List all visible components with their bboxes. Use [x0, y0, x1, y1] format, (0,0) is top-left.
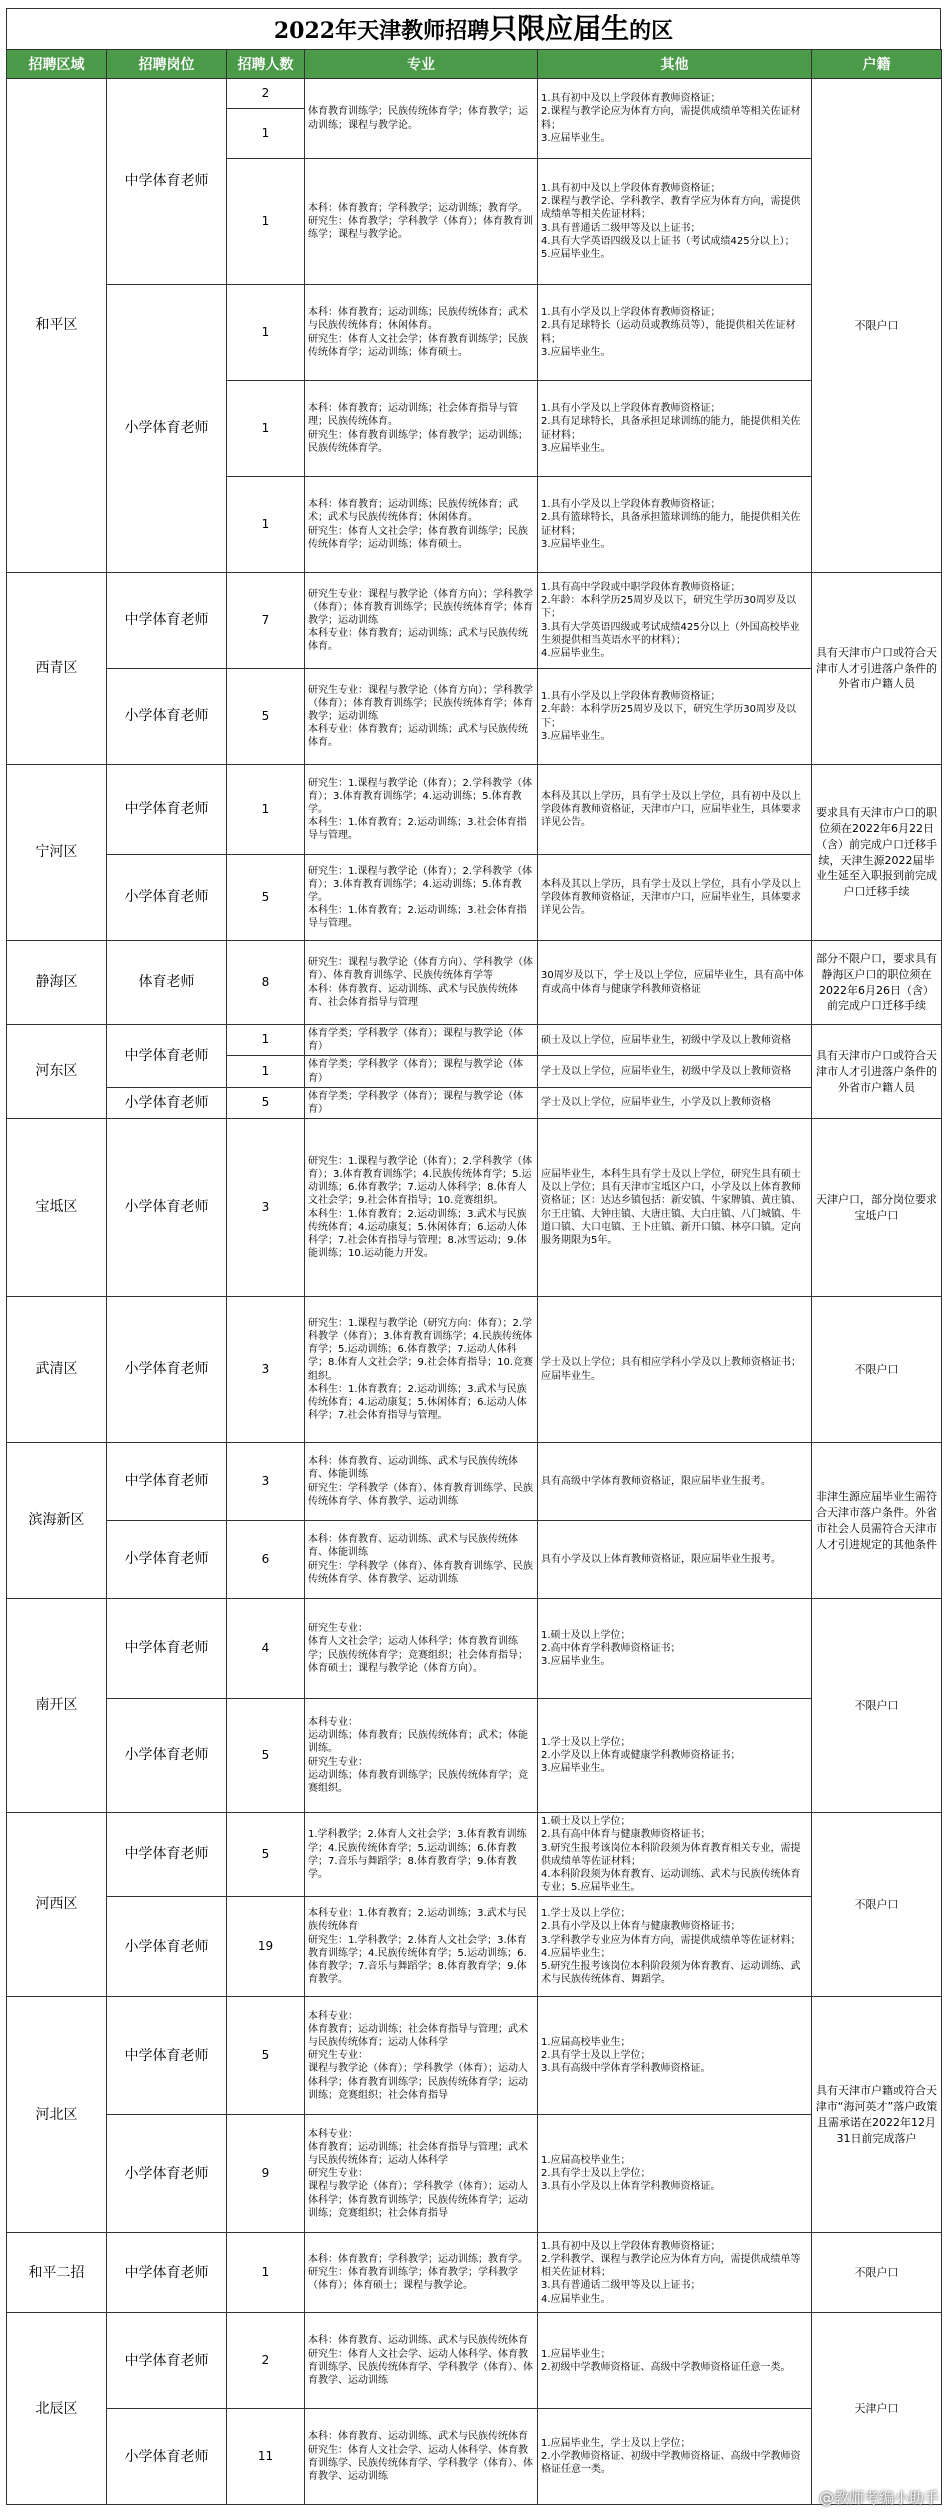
position-cell: 小学体育老师: [107, 1297, 227, 1443]
hukou-cell: 不限户口: [812, 1813, 942, 1997]
count-cell: 5: [227, 1997, 305, 2115]
table-row: [7, 2313, 942, 2409]
count-cell: 7: [227, 573, 305, 669]
other-cell: 学士及以上学位，应届毕业生，小学及以上教师资格: [538, 1087, 812, 1118]
position-cell: 小学体育老师: [107, 1521, 227, 1599]
position-cell: 小学体育老师: [107, 1897, 227, 1997]
count-cell: 3: [227, 1119, 305, 1297]
district-cell: 滨海新区: [7, 1443, 107, 1599]
other-cell: 1.应届高校毕业生； 2.具有学士及以上学位； 3.具有高级中学体育学科教师资格证。: [538, 1997, 812, 2115]
count-cell: 4: [227, 1599, 305, 1699]
position-cell: 小学体育老师: [107, 1119, 227, 1297]
other-cell: 本科及其以上学历，具有学士及以上学位，具有小学及以上学段体育教师资格证，天津市户口，应届毕业生，具体要求详见公告。: [538, 855, 812, 941]
table-row: [7, 855, 942, 941]
position-cell: 中学体育老师: [107, 2233, 227, 2313]
title-suffix: 的区: [629, 18, 674, 44]
other-cell: 1.具有高中学段或中职学段体育教师资格证； 2.年龄：本科学历25周岁及以下，研究生学历30周岁及以下； 3.具有大学英语四级或考试成绩425分以上（外国高校毕业生须提供相当英语水平的材料）； 4.应届毕业生。: [538, 573, 812, 669]
title-prefix: 2022年天津教师招聘: [273, 18, 490, 44]
district-cell: 北辰区: [7, 2313, 107, 2505]
table-row: [7, 2409, 942, 2505]
major-cell: 本科：体育教育、运动训练、武术与民族传统体育、体能训练 研究生：学科教学（体育）、体育教育训练学、民族传统体育学、体育教学、运动训练: [305, 1521, 538, 1599]
major-cell: 研究生：1.课程与教学论（研究方向：体育）；2.学科教学（体育）；3.体育教育训练学；4.民族传统体育学；5.运动训练；6.体育教学；7.运动人体科学；8.体育人文社会学；9.社会体育指导；10.竞赛组织。 本科生：1.体育教育；2.运动训练；3.武术与民族传统体育；4.运动康复；5.休闲体育；6.运动人体科学；7.社会体育指导与管理。: [305, 1297, 538, 1443]
count-cell: 1: [227, 2233, 305, 2313]
count-cell: 5: [227, 1087, 305, 1118]
table-row: [7, 941, 942, 1025]
table-row: [7, 1087, 942, 1118]
table-row: [7, 1443, 942, 1521]
count-cell: 3: [227, 1297, 305, 1443]
table-row: [7, 1521, 942, 1599]
count-cell: 1: [227, 159, 305, 285]
table-row: [7, 79, 942, 109]
other-cell: 1.具有初中及以上学段体育教师资格证； 2.学科教学、课程与教学论应为体育方向，需提供成绩单等相关佐证材料； 3.具有普通话二级甲等及以上证书； 4.应届毕业生。: [538, 2233, 812, 2313]
table-row: [7, 1813, 942, 1897]
count-cell: 5: [227, 855, 305, 941]
header-hukou: 户籍: [812, 50, 942, 79]
other-cell: 1.具有小学及以上学段体育教师资格证； 2.年龄：本科学历25周岁及以下，研究生学历30周岁及以下； 3.应届毕业生。: [538, 669, 812, 765]
major-cell: 本科：体育教育、运动训练、武术与民族传统体育 研究生：体育人文社会学、运动人体科学、体育教育训练学、民族传统体育学、学科教学（体育）、体育教学、运动训练: [305, 2409, 538, 2505]
district-cell: 宝坻区: [7, 1119, 107, 1297]
position-cell: 中学体育老师: [107, 2313, 227, 2409]
other-cell: 1.具有初中及以上学段体育教师资格证； 2.课程与教学论、学科教学、教育学应为体育方向，需提供成绩单等相关佐证材料； 3.具有普通话二级甲等及以上证书； 4.具有大学英语四级及以上证书（考试成绩425分以上）； 5.应届毕业生。: [538, 159, 812, 285]
position-cell: 小学体育老师: [107, 2409, 227, 2505]
count-cell: 2: [227, 79, 305, 109]
major-cell: 研究生专业： 体育人文社会学；运动人体科学；体育教育训练学；民族传统体育学；竞赛组织；社会体育指导；体育硕士；课程与教学论（体育方向）。: [305, 1599, 538, 1699]
other-cell: 1.硕士及以上学位； 2.具有高中体育与健康教师资格证书； 3.研究生报考该岗位本科阶段须为体育教育相关专业，需提供成绩单等佐证材料； 4.本科阶段须为体育教育、运动训练、武术与民族传统体育专业；5.应届毕业生。: [538, 1813, 812, 1897]
major-cell: 本科：体育教育、运动训练、武术与民族传统体育 研究生：体育人文社会学、运动人体科学、体育教育训练学、民族传统体育学、学科教学（体育）、体育教学、运动训练: [305, 2313, 538, 2409]
hukou-cell: 不限户口: [812, 79, 942, 573]
position-cell: 中学体育老师: [107, 79, 227, 285]
major-cell: 本科专业： 体育教育；运动训练；社会体育指导与管理；武术与民族传统体育；运动人体科学 研究生专业： 课程与教学论（体育）；学科教学（体育）；运动人体科学；体育教育训练学；民族传统体育学；运动训练；竞赛组织；社会体育指导: [305, 1997, 538, 2115]
other-cell: 学士及以上学位，应届毕业生，初级中学及以上教师资格: [538, 1056, 812, 1087]
page-title: [6, 8, 941, 49]
district-cell: 静海区: [7, 941, 107, 1025]
table-row: [7, 1897, 942, 1997]
table-row: [7, 2233, 942, 2313]
count-cell: 2: [227, 2313, 305, 2409]
major-cell: 研究生：课程与教学论（体育方向）、学科教学（体育）、体育教育训练学、民族传统体育学等 本科：体育教育、运动训练、武术与民族传统体育、社会体育指导与管理: [305, 941, 538, 1025]
hukou-cell: 天津户口: [812, 2313, 942, 2505]
hukou-cell: 具有天津市户口或符合天津市人才引进落户条件的外省市户籍人员: [812, 1025, 942, 1119]
position-cell: 中学体育老师: [107, 1997, 227, 2115]
count-cell: 5: [227, 1699, 305, 1813]
hukou-cell: 具有天津市户籍或符合天津市“海河英才”落户政策且需承诺在2022年12月31日前完成落户: [812, 1997, 942, 2233]
position-cell: 体育老师: [107, 941, 227, 1025]
district-cell: 和平二招: [7, 2233, 107, 2313]
position-cell: 中学体育老师: [107, 1443, 227, 1521]
major-cell: 研究生：1.课程与教学论（体育）；2.学科教学（体育）；3.体育教育训练学；4.运动训练；5.体育教学。 本科生：1.体育教育；2.运动训练；3.社会体育指导与管理。: [305, 765, 538, 855]
district-cell: 河东区: [7, 1025, 107, 1119]
other-cell: 1.学士及以上学位； 2.具有小学及以上体育与健康教师资格证书； 3.学科教学专业应为体育方向，需提供成绩单等佐证材料； 4.应届毕业生； 5.研究生报考该岗位本科阶段须为体育教育、运动训练、武术与民族传统体育、舞蹈学。: [538, 1897, 812, 1997]
major-cell: 本科专业： 体育教育；运动训练；社会体育指导与管理；武术与民族传统体育；运动人体科学 研究生专业： 课程与教学论（体育）；学科教学（体育）；运动人体科学；体育教育训练学；民族传统体育学；运动训练；竞赛组织；社会体育指导: [305, 2115, 538, 2233]
other-cell: 1.学士及以上学位； 2.小学及以上体育或健康学科教师资格证书； 3.应届毕业生。: [538, 1699, 812, 1813]
district-cell: 西青区: [7, 573, 107, 765]
district-cell: 宁河区: [7, 765, 107, 941]
other-cell: 硕士及以上学位，应届毕业生，初级中学及以上教师资格: [538, 1025, 812, 1056]
position-cell: 小学体育老师: [107, 669, 227, 765]
hukou-cell: 非津生源应届毕业生需符合天津市落户条件。外省市社会人员需符合天津市人才引进规定的其他条件: [812, 1443, 942, 1599]
table-row: [7, 2115, 942, 2233]
major-cell: 体育教育训练学；民族传统体育学；体育教学；运动训练；课程与教学论。: [305, 79, 538, 159]
major-cell: 研究生专业：课程与教学论（体育方向）；学科教学（体育）；体育教育训练学；民族传统体育学；体育教学；运动训练 本科专业：体育教育；运动训练；武术与民族传统体育。: [305, 669, 538, 765]
count-cell: 9: [227, 2115, 305, 2233]
title-highlight: 只限应届生: [489, 12, 630, 45]
hukou-cell: 天津户口，部分岗位要求宝坻户口: [812, 1119, 942, 1297]
other-cell: 1.应届高校毕业生； 2.具有学士及以上学位； 3.具有小学及以上体育学科教师资格证。: [538, 2115, 812, 2233]
recruitment-table: [6, 49, 942, 2505]
table-row: [7, 1297, 942, 1443]
count-cell: 5: [227, 669, 305, 765]
hukou-cell: 不限户口: [812, 1599, 942, 1813]
count-cell: 5: [227, 1813, 305, 1897]
header-major: 专业: [305, 50, 538, 79]
count-cell: 1: [227, 477, 305, 573]
position-cell: 小学体育老师: [107, 2115, 227, 2233]
count-cell: 19: [227, 1897, 305, 1997]
other-cell: 应届毕业生，本科生具有学士及以上学位，研究生具有硕士及以上学位；具有天津市宝坻区户口，小学及以上体育教师资格证；区：达达乡镇包括：新安镇、牛家牌镇、黄庄镇、尔王庄镇、大钟庄镇、大唐庄镇、大白庄镇、八门城镇、牛道口镇、大口屯镇、王卜庄镇、新开口镇、林亭口镇。定向服务期限为5年。: [538, 1119, 812, 1297]
table-row: [7, 1599, 942, 1699]
major-cell: 体育学类；学科教学（体育）；课程与教学论（体育）: [305, 1087, 538, 1118]
other-cell: 具有小学及以上体育教师资格证，限应届毕业生报考。: [538, 1521, 812, 1599]
count-cell: 1: [227, 285, 305, 381]
other-cell: 本科及其以上学历，具有学士及以上学位，具有初中及以上学段体育教师资格证，天津市户口，应届毕业生，具体要求详见公告。: [538, 765, 812, 855]
other-cell: 1.应届毕业生，学士及以上学位； 2.小学教师资格证、初级中学教师资格证、高级中学教师资格证任意一类。: [538, 2409, 812, 2505]
major-cell: 研究生：1.课程与教学论（体育）；2.学科教学（体育）；3.体育教育训练学；4.运动训练；5.体育教学。 本科生：1.体育教育；2.运动训练；3.社会体育指导与管理。: [305, 855, 538, 941]
major-cell: 1.学科教学；2.体育人文社会学；3.体育教育训练学；4.民族传统体育学；5.运动训练；6.体育教学；7.音乐与舞蹈学；8.体育教育学；9.体育教学。: [305, 1813, 538, 1897]
table-row: [7, 573, 942, 669]
hukou-cell: 不限户口: [812, 2233, 942, 2313]
table-row: [7, 1997, 942, 2115]
major-cell: 本科：体育教育；运动训练；社会体育指导与管理；民族传统体育。 研究生：体育教育训练学；体育教学；运动训练；民族传统体育学。: [305, 381, 538, 477]
district-cell: 和平区: [7, 79, 107, 573]
other-cell: 1.具有小学及以上学段体育教师资格证； 2.具有足球特长，具备承担足球训练的能力，能提供相关佐证材料； 3.应届毕业生。: [538, 381, 812, 477]
major-cell: 体育学类；学科教学（体育）；课程与教学论（体育）: [305, 1056, 538, 1087]
header-count: 招聘人数: [227, 50, 305, 79]
count-cell: 1: [227, 381, 305, 477]
major-cell: 本科：体育教育、运动训练、武术与民族传统体育、体能训练 研究生：学科教学（体育）、体育教育训练学、民族传统体育学、体育教学、运动训练: [305, 1443, 538, 1521]
count-cell: 1: [227, 1056, 305, 1087]
position-cell: 中学体育老师: [107, 765, 227, 855]
count-cell: 8: [227, 941, 305, 1025]
other-cell: 1.具有初中及以上学段体育教师资格证； 2.课程与教学论应为体育方向，需提供成绩单等相关佐证材料； 3.应届毕业生。: [538, 79, 812, 159]
position-cell: 小学体育老师: [107, 855, 227, 941]
major-cell: 本科：体育教育；学科教学；运动训练；教育学。 研究生：体育教学；学科教学（体育）；体育教育训练学；课程与教学论。: [305, 159, 538, 285]
watermark-text: @教师考编小助手: [818, 2489, 939, 2507]
position-cell: 小学体育老师: [107, 1699, 227, 1813]
other-cell: 1.具有小学及以上学段体育教师资格证； 2.具有篮球特长，具备承担篮球训练的能力，能提供相关佐证材料； 3.应届毕业生。: [538, 477, 812, 573]
count-cell: 1: [227, 1025, 305, 1056]
district-cell: 河西区: [7, 1813, 107, 1997]
table-row: [7, 1025, 942, 1056]
major-cell: 研究生专业：课程与教学论（体育方向）；学科教学（体育）；体育教育训练学；民族传统体育学；体育教学；运动训练 本科专业：体育教育；运动训练；武术与民族传统体育。: [305, 573, 538, 669]
major-cell: 体育学类；学科教学（体育）；课程与教学论（体育）: [305, 1025, 538, 1056]
position-cell: 中学体育老师: [107, 573, 227, 669]
table-header-row: [7, 50, 942, 79]
other-cell: 学士及以上学位；具有相应学科小学及以上教师资格证书；应届毕业生。: [538, 1297, 812, 1443]
table-row: [7, 285, 942, 381]
other-cell: 1.应届毕业生； 2.初级中学教师资格证、高级中学教师资格证任意一类。: [538, 2313, 812, 2409]
position-cell: 中学体育老师: [107, 1599, 227, 1699]
other-cell: 具有高级中学体育教师资格证，限应届毕业生报考。: [538, 1443, 812, 1521]
hukou-cell: 具有天津市户口或符合天津市人才引进落户条件的外省市户籍人员: [812, 573, 942, 765]
position-cell: 中学体育老师: [107, 1813, 227, 1897]
hukou-cell: 不限户口: [812, 1297, 942, 1443]
count-cell: 1: [227, 765, 305, 855]
major-cell: 研究生：1.课程与教学论（体育）；2.学科教学（体育）；3.体育教育训练学；4.民族传统体育学；5.运动训练；6.体育教学；7.运动人体科学；8.体育人文社会学；9.社会体育指导；10.竞赛组织。 本科生：1.体育教育；2.运动训练；3.武术与民族传统体育；4.运动康复；5.休闲体育；6.运动人体科学；7.社会体育指导与管理；8.冰雪运动；9.体能训练；10.运动能力开发。: [305, 1119, 538, 1297]
major-cell: 本科专业：1.体育教育；2.运动训练；3.武术与民族传统体育 研究生：1.学科教学；2.体育人文社会学；3.体育教育训练学；4.民族传统体育学；5.运动训练；6.体育教学；7.音乐与舞蹈学；8.体育教育学；9.体育教学。: [305, 1897, 538, 1997]
position-cell: 小学体育老师: [107, 285, 227, 573]
other-cell: 1.具有小学及以上学段体育教师资格证； 2.具有足球特长（运动员或教练员等），能提供相关佐证材料； 3.应届毕业生。: [538, 285, 812, 381]
major-cell: 本科：体育教育；运动训练；民族传统体育；武术与民族传统体育；休闲体育。 研究生：体育人文社会学；体育教育训练学；民族传统体育学；运动训练；体育硕士。: [305, 285, 538, 381]
header-other: 其他: [538, 50, 812, 79]
table-row: [7, 765, 942, 855]
major-cell: 本科：体育教育；学科教学；运动训练；教育学。 研究生：体育教育训练学；体育教学；学科教学（体育）；体育硕士；课程与教学论。: [305, 2233, 538, 2313]
table-row: [7, 1119, 942, 1297]
table-row: [7, 669, 942, 765]
other-cell: 1.硕士及以上学位； 2.高中体育学科教师资格证书； 3.应届毕业生。: [538, 1599, 812, 1699]
district-cell: 南开区: [7, 1599, 107, 1813]
count-cell: 3: [227, 1443, 305, 1521]
major-cell: 本科：体育教育；运动训练；民族传统体育；武术；武术与民族传统体育；休闲体育。 研究生：体育人文社会学；体育教育训练学；民族传统体育学；运动训练；体育硕士。: [305, 477, 538, 573]
count-cell: 1: [227, 109, 305, 159]
hukou-cell: 要求具有天津市户口的职位须在2022年6月22日（含）前完成户口迁移手续，天津生源2022届毕业生延至入职报到前完成户口迁移手续: [812, 765, 942, 941]
header-position: 招聘岗位: [107, 50, 227, 79]
major-cell: 本科专业： 运动训练；体育教育；民族传统体育；武术；体能训练。 研究生专业： 运动训练；体育教育训练学；民族传统体育学；竞赛组织。: [305, 1699, 538, 1813]
district-cell: 武清区: [7, 1297, 107, 1443]
count-cell: 6: [227, 1521, 305, 1599]
count-cell: 11: [227, 2409, 305, 2505]
table-row: [7, 1699, 942, 1813]
other-cell: 30周岁及以下，学士及以上学位，应届毕业生，具有高中体育或高中体育与健康学科教师资格证: [538, 941, 812, 1025]
position-cell: 小学体育老师: [107, 1087, 227, 1118]
header-district: 招聘区域: [7, 50, 107, 79]
position-cell: 中学体育老师: [107, 1025, 227, 1088]
district-cell: 河北区: [7, 1997, 107, 2233]
hukou-cell: 部分不限户口，要求具有静海区户口的职位须在2022年6月26日（含）前完成户口迁移手续: [812, 941, 942, 1025]
